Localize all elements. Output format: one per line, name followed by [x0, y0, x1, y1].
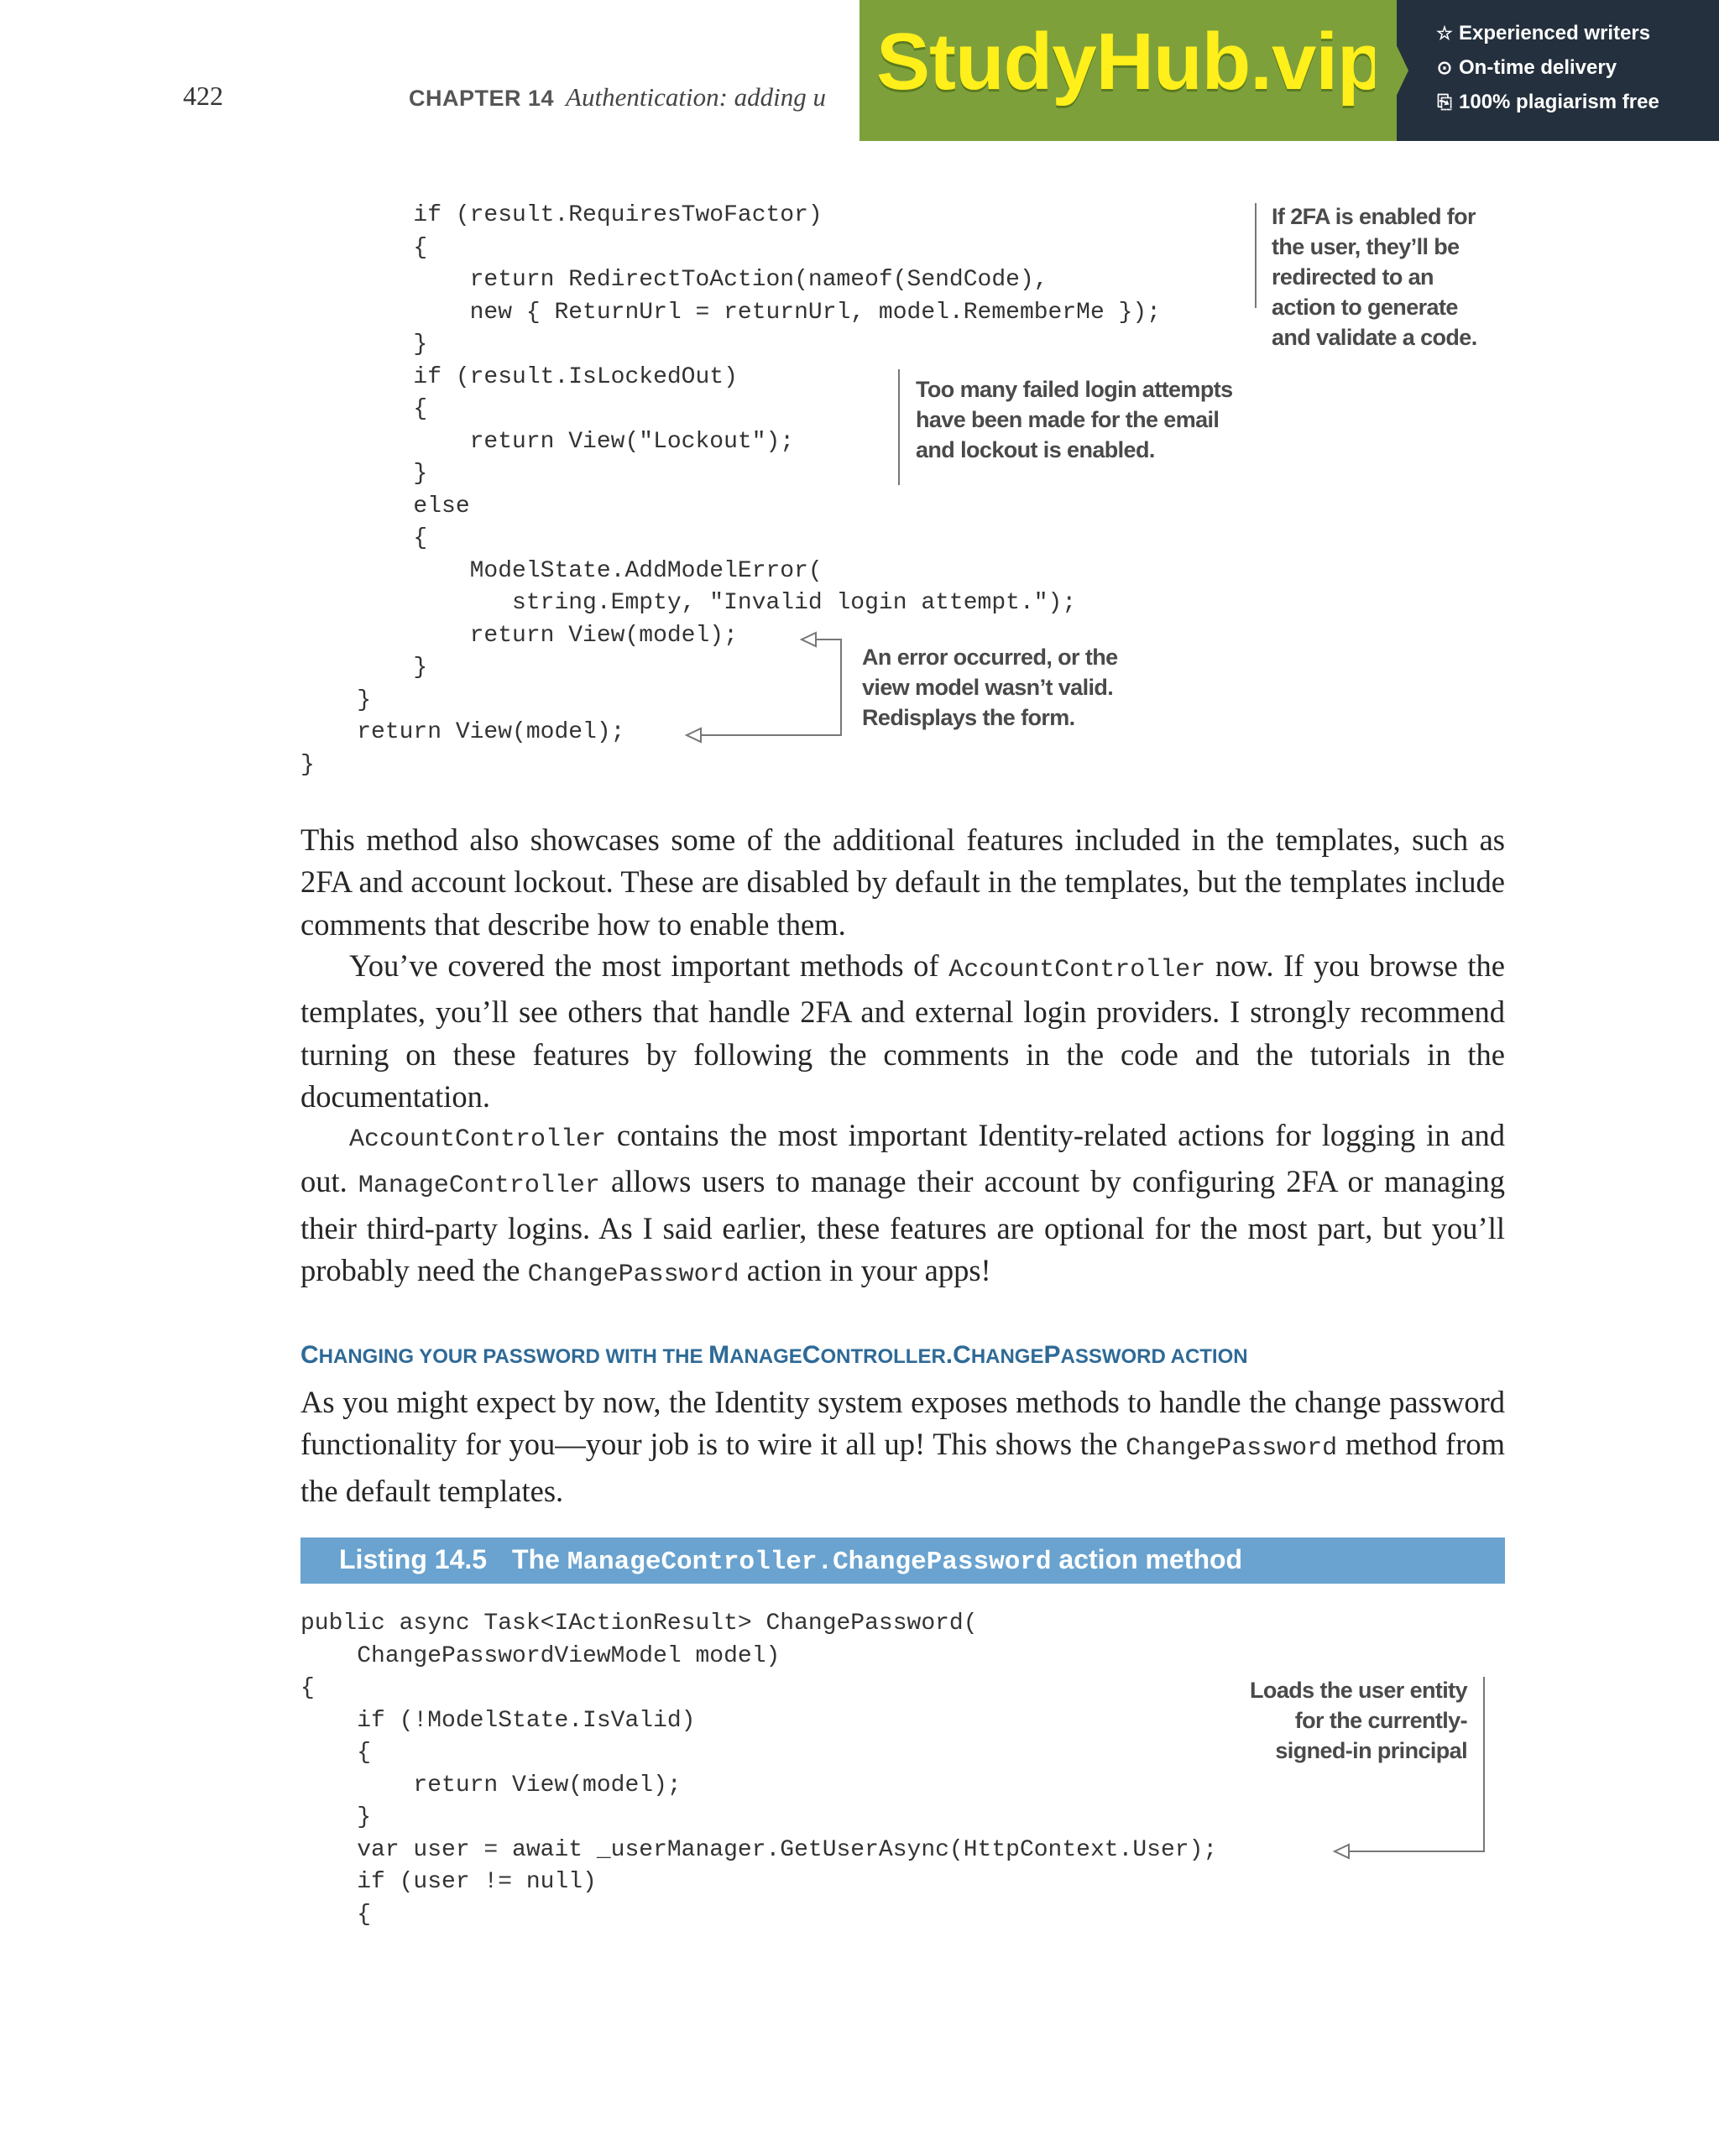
code-line: if (result.IsLockedOut) — [300, 363, 738, 390]
inline-code: AccountController — [948, 956, 1206, 984]
ad-feature: ⎘ 100% plagiarism free — [1435, 91, 1659, 114]
code-line: } — [300, 751, 315, 778]
code-line: { — [300, 1675, 315, 1701]
section-subheading: CHANGING YOUR PASSWORD WITH THE MANAGECONTROLLER.CHANGEPASSWORD ACTION — [300, 1341, 1248, 1369]
code-line: return View(model); — [300, 622, 738, 649]
code-line: return RedirectToAction(nameof(SendCode), — [300, 267, 1048, 293]
code-line: ModelState.AddModelError( — [300, 557, 823, 584]
paragraph: As you might expect by now, the Identity system exposes methods to handle the change password functionality for you—your job is to wire it all up! This shows the ChangePassword method from the default templates. — [300, 1385, 1505, 1508]
code-line: else — [300, 493, 470, 519]
code-line: return View(model); — [300, 719, 625, 745]
code-line: return View(model); — [300, 1772, 682, 1798]
ad-feature: ☆ Experienced writers — [1436, 22, 1651, 44]
code-line: { — [300, 1901, 372, 1928]
code-line: } — [300, 1804, 372, 1830]
code-line: if (user != null) — [300, 1869, 597, 1895]
code-line: } — [300, 655, 428, 681]
page-number: 422 — [183, 81, 223, 111]
code-line: public async Task<IActionResult> ChangePassword( — [300, 1610, 978, 1637]
star-icon: ☆ — [1436, 23, 1453, 44]
paragraph: You’ve covered the most important methods of AccountController now. If you browse the templates, you’ll see others that handle 2FA and external login providers. I strongly recommend turning on these features by following the comments in the code and the tutorials in the documentation. — [300, 948, 1506, 1114]
code-line: ChangePasswordViewModel model) — [300, 1642, 781, 1669]
code-line: return View("Lockout"); — [300, 428, 795, 455]
code-line: { — [300, 396, 428, 422]
inline-code: ManageController — [358, 1172, 600, 1201]
annotation-loads-user: Loads the user entity for the currently- signed-in principal — [1250, 1678, 1467, 1763]
ad-feature: ⊙ On-time delivery — [1436, 56, 1617, 79]
code-line: { — [300, 1740, 372, 1766]
code-line: new { ReturnUrl = returnUrl, model.RememberMe }); — [300, 299, 1161, 326]
inline-code: ChangePassword — [1126, 1434, 1338, 1464]
paragraph: AccountController contains the most important Identity-related actions for logging in and out. ManageController allows users to manage their account by configuring 2FA or managing their third-party logins. As I said earlier, these features are optional for the most part, but you’ll probably need the ChangePassword action in your apps! — [300, 1118, 1505, 1289]
code-line: if (!ModelState.IsValid) — [300, 1707, 696, 1734]
code-line: if (result.RequiresTwoFactor) — [300, 202, 823, 228]
paragraph: This method also showcases some of the additional features included in the templates, such as 2FA and account lockout. These are disabled by default in the templates, but the templates include comments that describe how to enable them. — [300, 822, 1505, 942]
listing-number: Listing 14.5 — [339, 1544, 488, 1574]
annotation-2fa: If 2FA is enabled for the user, they’ll be redirected to an action to generate and validate a code. — [1272, 204, 1477, 350]
chapter-label: CHAPTER 14 — [409, 86, 555, 111]
code-line: } — [300, 686, 372, 713]
inline-code: ChangePassword — [527, 1260, 739, 1289]
clock-icon: ⊙ — [1436, 57, 1453, 78]
copy-icon: ⎘ — [1437, 91, 1452, 112]
code-line: { — [300, 525, 428, 551]
chapter-title: Authentication: adding u — [566, 82, 827, 112]
inline-code: AccountController — [349, 1125, 607, 1154]
code-line: var user = await _userManager.GetUserAsync(HttpContext.User); — [300, 1836, 1218, 1863]
annotation-lockout: Too many failed login attempts have been made for the email and lockout is enabled. — [916, 377, 1233, 462]
listing-code: ManageController.ChangePassword — [567, 1548, 1052, 1577]
annotation-error: An error occurred, or the view model wasn’t valid. Redisplays the form. — [862, 645, 1118, 730]
code-line: } — [300, 461, 428, 487]
ad-logo: StudyHub.vip — [876, 17, 1386, 107]
code-line: { — [300, 234, 428, 261]
listing-caption: Listing 14.5 The ManageController.ChangePassword action method — [300, 1537, 1505, 1584]
code-line: string.Empty, "Invalid login attempt."); — [300, 590, 1077, 616]
code-line: } — [300, 331, 428, 358]
code-block-change-password — [300, 1608, 1217, 1931]
